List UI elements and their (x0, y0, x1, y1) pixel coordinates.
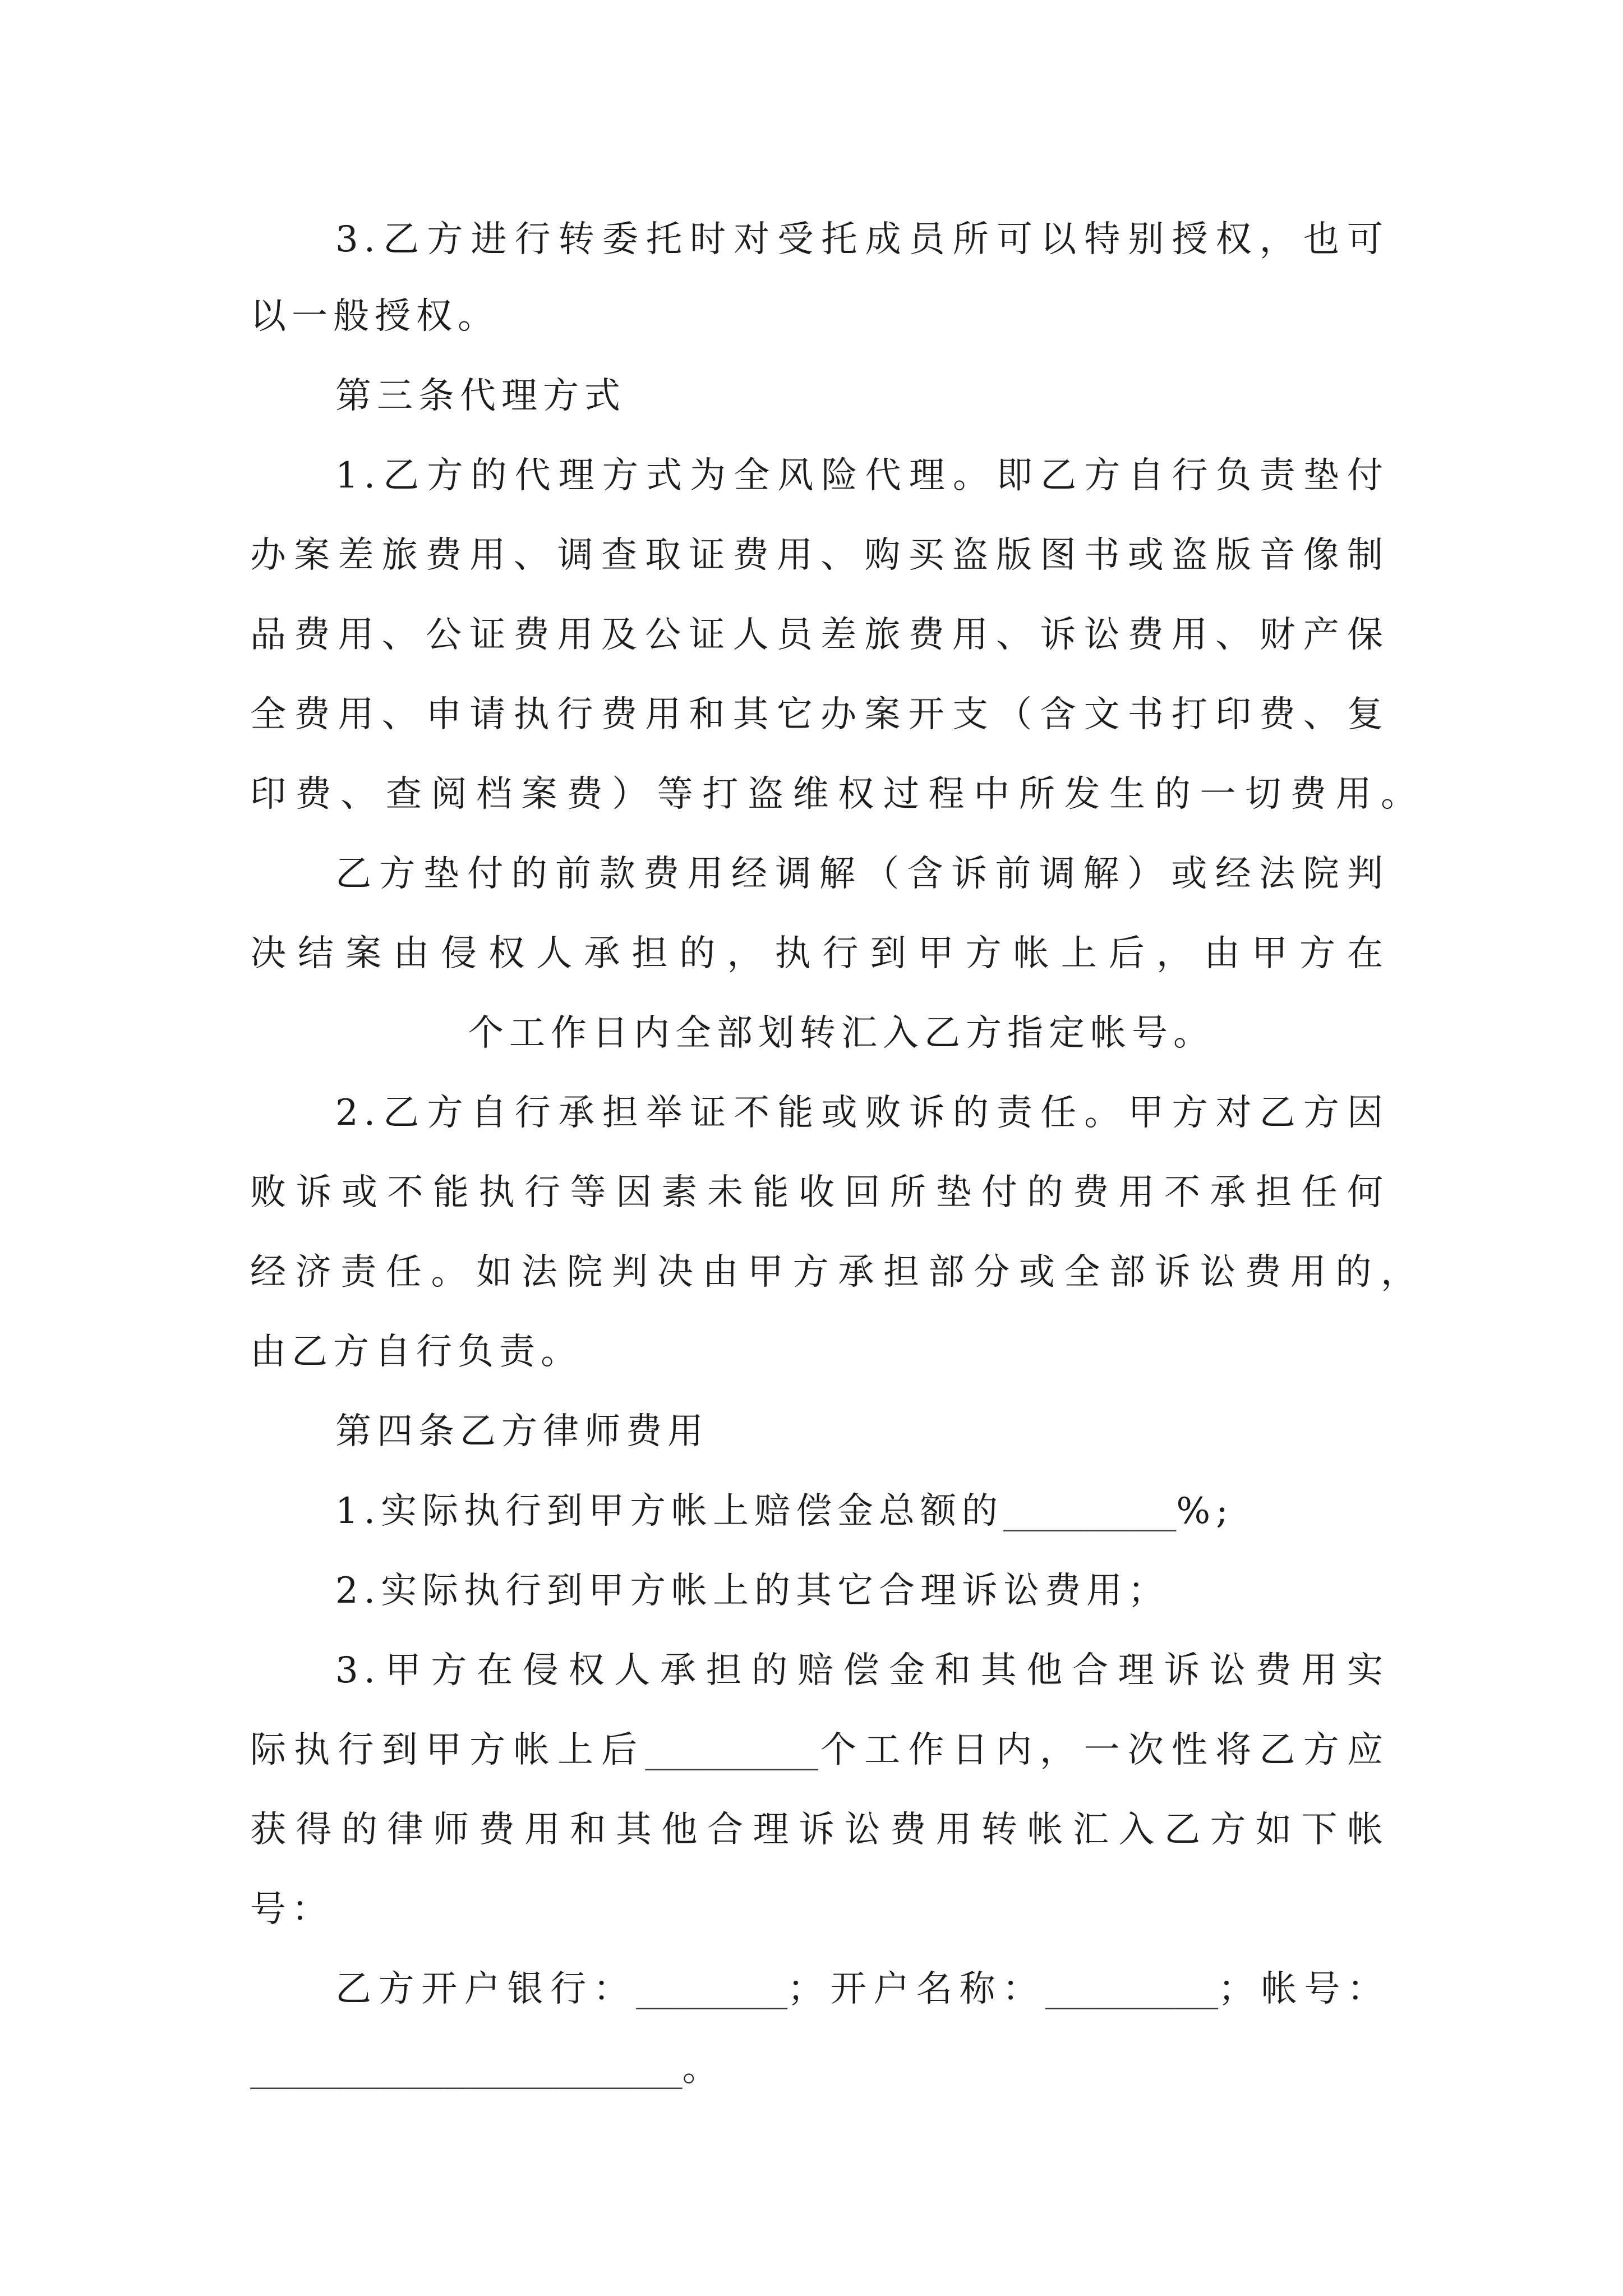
paragraph-bank-account (250, 1949, 1389, 2109)
text-line: 经济责任。如法院判决由甲方承担部分或全部诉讼费用的， (250, 1251, 1422, 1293)
label-account-name: ；开户名称： (787, 1968, 1045, 2010)
text-line: 2.乙方自行承担举证不能或败诉的责任。甲方对乙方因 (335, 1092, 1389, 1134)
blank-field-working-days: ________ (645, 1729, 818, 1771)
text-line: 败诉或不能执行等因素未能收回所垫付的费用不承担任何 (250, 1172, 1389, 1213)
blank-field-account-name: ________ (1045, 1968, 1219, 2010)
text-segment: 1.实际执行到甲方帐上赔偿金总额的 (335, 1490, 1004, 1532)
paragraph-other-costs (250, 1551, 1389, 1631)
text-line: 3.乙方进行转委托时对受托成员所可以特别授权，也可 (335, 219, 1389, 260)
text-line: 号： (250, 1889, 333, 1930)
article-heading: 第四条乙方律师费用 (335, 1411, 709, 1452)
text-line: 以一般授权。 (250, 296, 499, 337)
text-line (250, 2029, 1389, 2109)
text-line: 全费用、申请执行费用和其它办案开支（含文书打印费、复 (250, 694, 1389, 735)
text-line: 办案差旅费用、调查取证费用、购买盗版图书或盗版音像制 (250, 535, 1389, 576)
text-line: 3.甲方在侵权人承担的赔偿金和其他合理诉讼费用实 (335, 1650, 1389, 1691)
text-line (250, 1710, 1389, 1790)
text-segment: 。 (682, 2048, 724, 2090)
text-segment: %; (1176, 1490, 1234, 1532)
label-account-number: ；帐号： (1218, 1968, 1389, 2010)
blank-field-account-number: ____________________ (250, 2048, 683, 2090)
contract-text (250, 203, 1422, 2109)
text-line (250, 1949, 1389, 2029)
paragraph-payment-terms (250, 1631, 1389, 1949)
label-bank-name: 乙方开户银行： (335, 1968, 637, 2010)
text-line: 获得的律师费用和其他合理诉讼费用转帐汇入乙方如下帐 (250, 1809, 1389, 1851)
text-line: 乙方垫付的前款费用经调解（含诉前调解）或经法院判 (335, 853, 1389, 895)
blank-field-bank-name: _______ (636, 1968, 788, 2010)
text-line (250, 1471, 1389, 1551)
text-line: 品费用、公证费用及公证人员差旅费用、诉讼费用、财产保 (250, 614, 1389, 656)
paragraph-burden-of-proof (250, 1073, 1422, 1392)
paragraph-fee-percentage (250, 1471, 1389, 1551)
text-line: 2.实际执行到甲方帐上的其它合理诉讼费用； (335, 1570, 1170, 1612)
blank-field-percentage: ________ (1003, 1490, 1177, 1532)
paragraph-subcontract-authorization (250, 203, 1389, 356)
article-heading: 第三条代理方式 (335, 375, 626, 417)
text-segment: 际执行到甲方帐上后 (250, 1729, 645, 1771)
text-segment: 个工作日内，一次性将乙方应 (818, 1729, 1389, 1771)
text-line: 个工作日内全部划转汇入乙方指定帐号。 (468, 1013, 1215, 1054)
article-heading-lawyer-fees (250, 1392, 1389, 1471)
text-line: 由乙方自行负责。 (250, 1331, 582, 1373)
text-line: 决结案由侵权人承担的，执行到甲方帐上后，由甲方在 (250, 933, 1389, 974)
text-line: 印费、查阅档案费）等打盗维权过程中所发生的一切费用。 (250, 774, 1422, 815)
article-heading-agency-method (250, 356, 1389, 436)
text-line: 1.乙方的代理方式为全风险代理。即乙方自行负责垫付 (335, 455, 1389, 496)
paragraph-advance-fee-transfer (250, 834, 1389, 1073)
paragraph-full-risk-agency (250, 436, 1422, 834)
